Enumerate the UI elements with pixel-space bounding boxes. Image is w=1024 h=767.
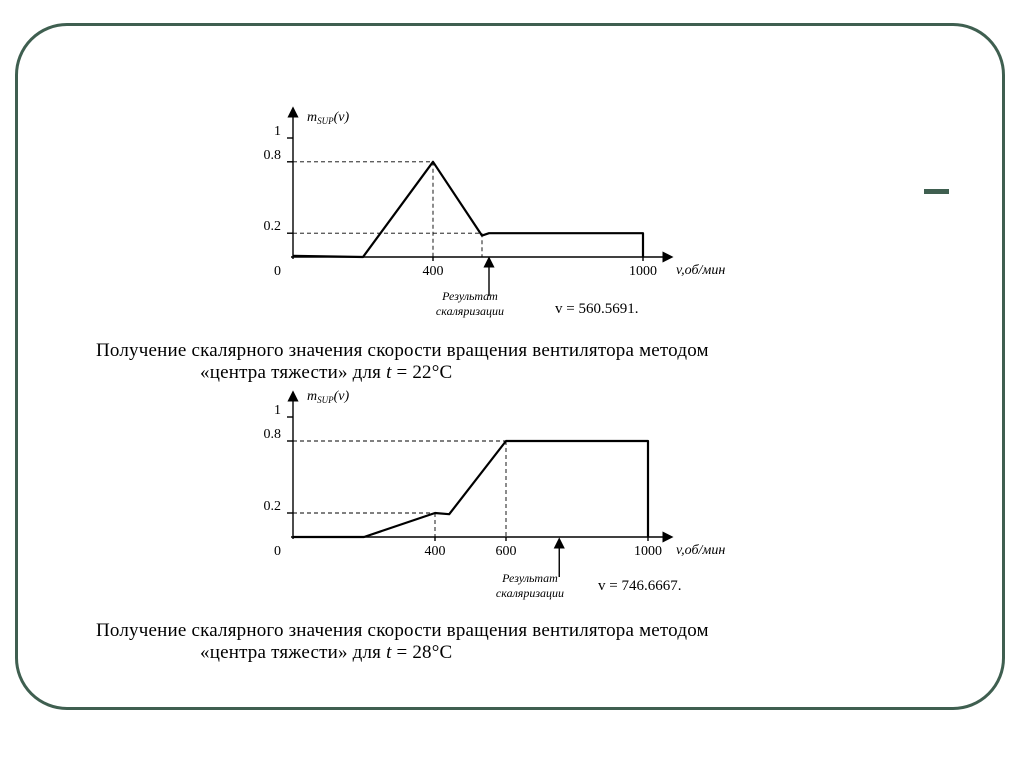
result-label-line2: скаляризации [495, 586, 565, 600]
x-tick-label: 400 [422, 264, 444, 279]
chart-t22 [264, 110, 726, 318]
y-tick-label: 1 [274, 124, 281, 139]
y-tick-label: 0.2 [263, 499, 281, 514]
origin-label: 0 [274, 264, 281, 279]
x-tick-label: 400 [424, 544, 446, 559]
membership-curve [293, 162, 643, 257]
y-axis-label: $m_{SUP}(v)$ [307, 110, 350, 126]
chart-t28 [264, 389, 726, 600]
result-label-line1: Результат [502, 571, 558, 585]
caption-t28 [96, 620, 709, 664]
origin-label: 0 [274, 544, 281, 559]
result-label-line1: Результат [442, 289, 498, 303]
result-value: v = 746.6667. [598, 578, 682, 594]
caption-line2: «центра тяжести» для t = 22°С [200, 362, 453, 383]
y-tick-label: 0.8 [263, 147, 281, 163]
result-value: v = 560.5691. [555, 301, 639, 317]
x-tick-label: 1000 [634, 544, 662, 559]
caption-t22 [96, 340, 709, 384]
caption-line2: «центра тяжести» для t = 28°С [200, 642, 453, 663]
y-axis-label: $m_{SUP}(v)$ [307, 389, 350, 405]
y-tick-label: 0.2 [263, 219, 281, 235]
y-tick-label: 0.8 [263, 427, 281, 442]
result-label-line2: скаляризации [435, 304, 505, 318]
y-tick-label: 1 [274, 403, 281, 418]
x-tick-label: 600 [495, 544, 517, 559]
membership-curve [293, 441, 648, 537]
x-tick-label: 1000 [629, 264, 657, 279]
x-axis-label: v,об/мин [676, 543, 726, 558]
caption-line1: Получение скалярного значения скорости вращения вентилятора методом [96, 620, 709, 641]
x-axis-label: v,об/мин [676, 263, 726, 278]
caption-line1: Получение скалярного значения скорости вращения вентилятора методом [96, 340, 709, 361]
